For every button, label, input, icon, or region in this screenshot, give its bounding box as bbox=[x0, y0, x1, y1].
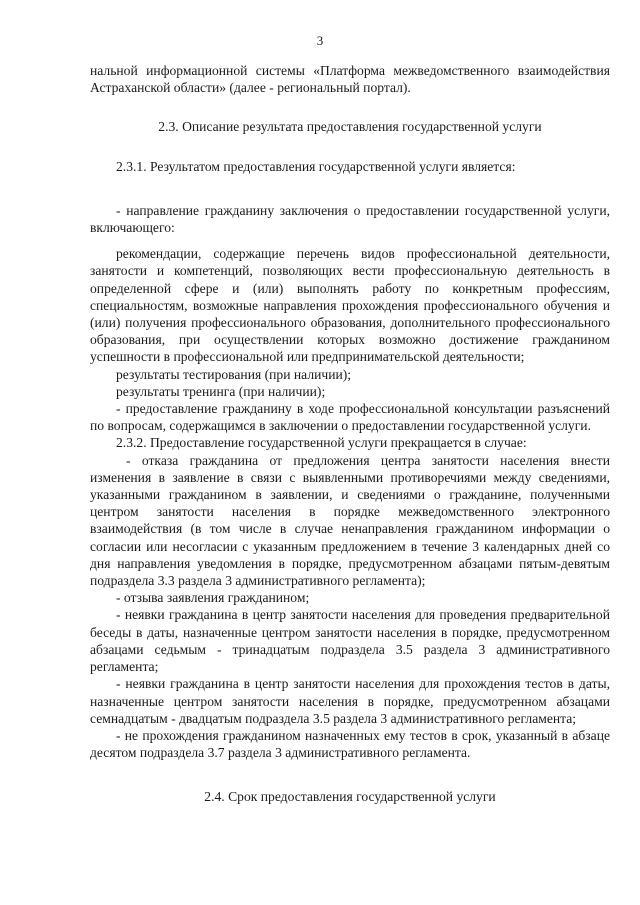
paragraph-neyavka-testy: - неявки гражданина в центр занятости населения для прохождения тестов в даты, назначенные центром занятости населения в порядке, предусмотренном абзацами семнадцатым - двадцатым подраздела 3.5 раздела 3 административного регламента; bbox=[90, 676, 610, 726]
paragraph-otkaz: - отказа гражданина от предложения центра занятости населения внести изменения в заявление в связи с выявленными противоречиями между сведениями, указанными гражданином в заявлении, и сведениями о гражданине, полученными центром занятости населения в порядке межведомственного электронного взаимодействия (в том числе в случае ненаправления гражданином информации о согласии или несогласии с указанным предложением в течение 3 календарных дней со дня направления уведомления в порядке, предусмотренном абзацами пятым-девятым подраздела 3.3 раздела 3 административного регламента); bbox=[90, 452, 610, 589]
page-number: 3 bbox=[316, 33, 324, 48]
paragraph-2-3-1: 2.3.1. Результатом предоставления государственной услуги является: bbox=[116, 158, 516, 174]
paragraph-razyasnenie: - предоставление гражданину в ходе профессиональной консультации разъяснений по вопросам, содержащимся в заключении о предоставлении государственной услуги. bbox=[90, 401, 610, 434]
paragraph-2-3-2: 2.3.2. Предоставление государственной услуги прекращается в случае: bbox=[116, 435, 527, 451]
paragraph-trening: результаты тренинга (при наличии); bbox=[116, 383, 326, 399]
section-heading-2-3: 2.3. Описание результата предоставления государственной услуги bbox=[158, 119, 542, 135]
paragraph-rekomendacii: рекомендации, содержащие перечень видов профессиональной деятельности, занятости и компетенций, позволяющих вести профессиональную деятельность в определенной сфере и (или) выполнять работу по конкретным профессиям, специальностям, возможные направления прохождения профессионального обучения и (или) получения профессионального образования, дополнительного профессионального образования, при осуществлении которых возможно достижение гражданином успешности в профессиональной или предпринимательской деятельности; bbox=[90, 246, 610, 365]
paragraph-otzyv: - отзыва заявления гражданином; bbox=[116, 590, 310, 606]
paragraph-neyavka-beseda: - неявки гражданина в центр занятости населения для проведения предварительной беседы в даты, назначенные центром занятости населения в порядке, предусмотренном абзацами седьмым - тринадцатым подраздела 3.5 раздела 3 административного регламента; bbox=[90, 607, 610, 675]
paragraph-continuation: нальной информационной системы «Платформа межведомственного взаимодействия Астраханской области» (далее - региональный портал). bbox=[90, 63, 610, 96]
paragraph-napravlenie: - направление гражданину заключения о предоставлении государственной услуги, включающего: bbox=[90, 202, 610, 236]
paragraph-testirovanie: результаты тестирования (при наличии); bbox=[116, 366, 352, 382]
document-body bbox=[90, 62, 610, 806]
section-heading-2-4: 2.4. Срок предоставления государственной услуги bbox=[204, 789, 496, 805]
paragraph-neprohozhdenie: - не прохождения гражданином назначенных ему тестов в срок, указанный в абзаце десятом подраздела 3.7 раздела 3 административного регламента. bbox=[90, 727, 610, 761]
